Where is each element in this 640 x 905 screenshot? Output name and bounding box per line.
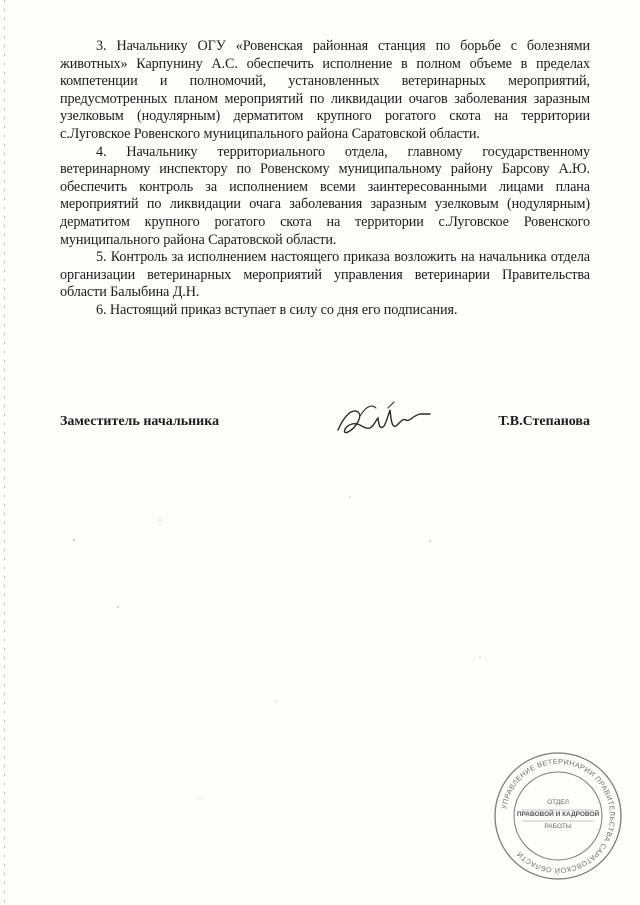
signer-name: Т.В.Степанова	[498, 414, 590, 429]
svg-text:УПРАВЛЕНИЕ ВЕТЕРИНАРИИ ПРАВИТЕ: УПРАВЛЕНИЕ ВЕТЕРИНАРИИ ПРАВИТЕЛЬСТВА САРАТОВСКОЙ ОБЛАСТИ	[499, 756, 618, 876]
paragraph-item-4: 4. Начальнику территориального отдела, главному государственному ветеринарному инспектору по Ровенскому муниципальному району Барсову А.Ю. обеспечить контроль за исполнением всеми заинтересованными лицами плана мероприятий по ликвидации очага заболевания заразным узелковым (нодулярным) дерматитом крупного рогатого скота на территории с.Луговское Ровенского муниципального района Саратовской области.	[60, 143, 590, 248]
svg-text:РАБОТЫ: РАБОТЫ	[544, 823, 572, 830]
scan-edge-artifact	[4, 0, 5, 905]
handwritten-signature	[330, 396, 440, 446]
paragraph-item-3: 3. Начальнику ОГУ «Ровенская районная станция по борьбе с болезнями животных» Карпунину А.С. обеспечить исполнение в полном объеме в пределах компетенции и полномочий, установленных ветеринарных мероприятий, предусмотренных планом мероприятий по ликвидации очагов заболевания заразным узелковым (нодулярным) дерматитом крупного рогатого скота на территории с.Луговское Ровенского муниципального района Саратовской области.	[60, 38, 590, 142]
signer-position: Заместитель начальника	[60, 414, 220, 429]
official-seal	[492, 750, 624, 882]
svg-text:ОТДЕЛ: ОТДЕЛ	[547, 799, 569, 806]
paragraph-item-6: 6. Настоящий приказ вступает в силу со дня его подписания.	[96, 301, 458, 318]
signature-block	[60, 410, 590, 440]
paragraph-item-5: 5. Контроль за исполнением настоящего приказа возложить на начальника отдела организации ветеринарных мероприятий управления ветеринарии Правительства области Балыбина Д.Н.	[60, 249, 590, 301]
svg-text:ПРАВОВОЙ И КАДРОВОЙ: ПРАВОВОЙ И КАДРОВОЙ	[516, 811, 600, 818]
order-body	[60, 38, 590, 320]
